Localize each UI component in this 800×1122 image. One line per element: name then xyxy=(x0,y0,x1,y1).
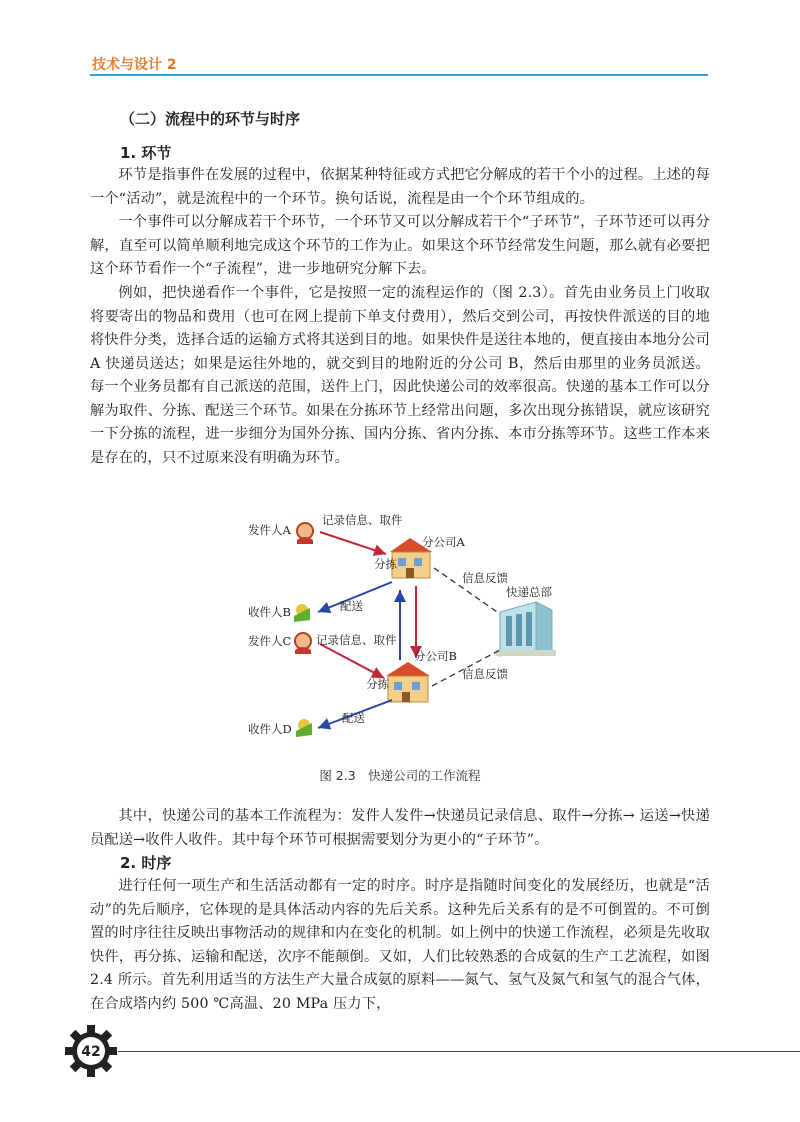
page-number-gear xyxy=(64,1024,118,1078)
footer-rule xyxy=(118,1051,800,1052)
paragraph-2: 一个事件可以分解成若干个环节，一个环节又可以分解成若干个“子环节”，子环节还可以再分解，直至可以简单顺利地完成这个环节的工作为止。如果这个环节经常发生问题，那么就有必要把这个环节看作一个“子流程”，进一步地研究分解下去。 xyxy=(90,214,710,277)
sender-c-icon xyxy=(295,633,311,654)
headquarters-building-icon xyxy=(496,602,556,656)
label-sender-a: 发件人A xyxy=(248,523,291,537)
paragraph-4: 其中，快递公司的基本工作流程为：发件人发件→快递员记录信息、取件→分拣→ 运送→快递员配送→收件人收件。其中每个环节可根据需要划分为更小的“子环节”。 xyxy=(90,808,710,848)
label-sort-1: 分拣 xyxy=(374,557,397,571)
express-flow-diagram xyxy=(200,510,600,750)
label-sort-2: 分拣 xyxy=(366,677,389,691)
label-branch-b: 分公司B xyxy=(414,649,457,663)
subheading-sequence: 2. 时序 xyxy=(120,854,172,872)
paragraph-3: 例如，把快递看作一个事件，它是按照一定的流程运作的（图 2.3）。首先由业务员上门收取将要寄出的物品和费用（也可在网上提前下单支付费用），然后交到公司，再按快件派送的目的地将快件分类，选择合适的运输方式将其送到目的地。如果快件是送往本地的，便直接由本地分公司 A 快递员送达；如果是运往外地的，就交到目的地附近的分公司 B，然后由那里的业务员派送。每一个业务员都有自己派送的范围，送件上门，因此快递公司的效率很高。快递的基本工作可以分解为取件、分拣、配送三个环节。如果在分拣环节上经常出问题，多次出现分拣错误，就应该研究一下分拣的流程，进一步细分为国外分拣、国内分拣、省内分拣、本市分拣等环节。这些工作本来是存在的，只不过原来没有明确为环节。 xyxy=(90,285,710,466)
label-feedback-2: 信息反馈 xyxy=(462,667,508,681)
figure-caption: 图 2.3 快递公司的工作流程 xyxy=(319,768,481,783)
label-deliver-2: 配送 xyxy=(342,711,365,725)
header-rule xyxy=(90,74,708,76)
label-record-pickup-1: 记录信息、取件 xyxy=(322,513,403,527)
label-sender-c: 发件人C xyxy=(248,634,292,648)
label-hq: 快递总部 xyxy=(506,585,552,599)
sender-a-icon xyxy=(297,523,313,544)
page-number: 42 xyxy=(81,1044,101,1060)
subheading-link: 1. 环节 xyxy=(120,144,172,162)
receiver-b-icon xyxy=(294,604,310,622)
section-heading: （二）流程中的环节与时序 xyxy=(120,110,301,128)
label-record-pickup-2: 记录信息、取件 xyxy=(316,633,397,647)
label-receiver-d: 收件人D xyxy=(248,722,292,736)
paragraph-1: 环节是指事件在发展的过程中，依据某种特征或方式把它分解成的若干个小的过程。上述的每一个“活动”，就是流程中的一个环节。换句话说，流程是由一个个环节组成的。 xyxy=(90,167,710,207)
label-deliver-1: 配送 xyxy=(340,599,363,613)
header-title: 技术与设计 2 xyxy=(92,57,177,73)
label-receiver-b: 收件人B xyxy=(248,605,291,619)
label-feedback-1: 信息反馈 xyxy=(462,571,508,585)
receiver-d-icon xyxy=(296,719,312,737)
pickup-arrow-c xyxy=(320,644,384,678)
pickup-arrow-a xyxy=(320,532,386,554)
paragraph-5: 进行任何一项生产和生活活动都有一定的时序。时序是指随时间变化的发展经历，也就是“活动”的先后顺序，它体现的是具体活动内容的先后关系。这种先后关系有的是不可倒置的。不可倒置的时序往往反映出事物活动的规律和内在变化的机制。如上例中的快递工作流程，必须是先收取快件，再分拣、运输和配送，次序不能颠倒。又如，人们比较熟悉的合成氨的生产工艺流程，如图 2.4 所示。首先利用适当的方法生产大量合成氨的原料——氮气、氢气及氮气和氢气的混合气体，在合成塔内约 500 ℃高温、20 MPa 压力下， xyxy=(90,878,710,1012)
branch-b-house-icon xyxy=(386,662,430,702)
label-branch-a: 分公司A xyxy=(422,535,465,549)
